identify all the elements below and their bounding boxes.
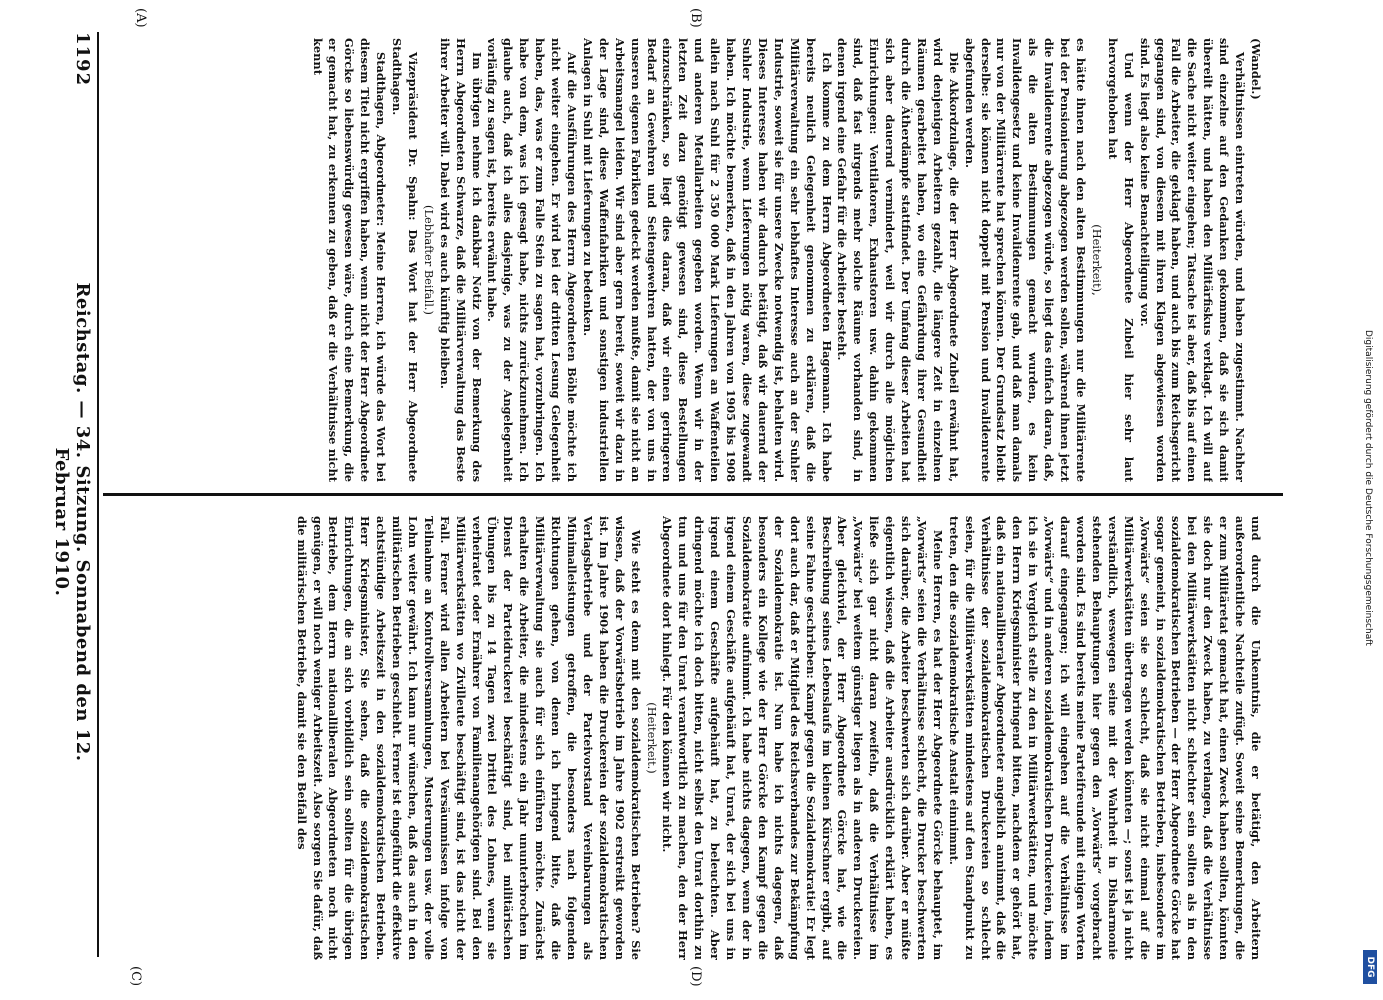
paragraph: Vizepräsident Dr. Spahn: Das Wort hat der Herr Abgeordnete Stadthagen. xyxy=(390,38,420,482)
paragraph: Ich komme zu dem Herrn Abgeordneten Hagemann. Ich habe bereits neulich Gelegenheit genommen zu erklären, daß die Militärverwaltung ein sehr lebhaftes Interesse auch an der Suhler Industrie, soweit sie für unsere Zwecke notwendig ist, behalten wird. Dieses Interesse haben wir dadurch betätigt, daß wir dauernd der Suhler Industrie, wenn Lieferungen nötig waren, diese zugewandt haben. Ich möchte bemerken, daß in den Jahren von 1905 bis 1908 allein nach Suhl für 2 350 000 Mark Lieferungen an Waffenteilen und anderen Metallarbeiten gegeben worden. Wenn wir in der letzten Zeit dazu genötigt gewesen sind, diese Bestellungen einzuschränken, so liegt dies daran, daß wir einen geringeren Bedarf an Gewehren und Seitengewehren hatten, der von uns in unseren eigenen Fabriken gedeckt werden mußte, damit sie nicht an Arbeitsmangel leiden. Wir sind aber gern bereit, soweit wir dazu in der Lage sind, diese Waffenfabriken und sonstigen industriellen Anlagen in Suhl mit Lieferungen zu bedenken. xyxy=(580,38,834,482)
running-title: Reichstag. — 34. Sitzung. Sonnabend den 12. Februar 1910. xyxy=(51,282,93,762)
paragraph: Auf die Ausführungen des Herrn Abgeordneten Böhle möchte ich nicht weiter eingehen. Er wird bei der dritten Lesung Gelegenheit haben, das, was er zum Falle Stein zu sagen hat, vorzubringen. Ich habe von dem, was ich gesagt habe, nichts zurückzunehmen. Ich glaube auch, daß ich alles dasjenige, was zu der Angelegenheit vorläufig zu sagen ist, bereits erwähnt habe. xyxy=(485,38,580,482)
interjection: (Heiterkeit), xyxy=(1089,224,1104,296)
margin-mark-a: (A) xyxy=(133,8,148,28)
paragraph: Im übrigen nehme ich dankbar Notiz von der Bemerkung des Herrn Abgeordneten Schwarze, daß die Militärverwaltung das Beste ihrer Arbeiter will. Dabei wird es auch künftig bleiben. xyxy=(437,38,484,482)
interjection: (Lebhafter Beifall.) xyxy=(421,205,436,315)
paragraph: es hätte ihnen nach den alten Bestimmungen nur die Militärrente bei der Pensionierung abgezogen werden sollen, während ihnen jetzt die Invalidenrente abgezogen würde, so liegt das einfach daran, daß, als die alten Bestimmungen gemacht wurden, es kein Invalidengesetz und keine Invalidenrente gab, und daß man damals nur von der Militärrente hat sprechen können. Der Grundsatz bleibt derselbe: sie können nicht doppelt mit Pension und Invalidenrente abgefunden werden. xyxy=(962,38,1089,482)
paragraph: Verhältnissen eintreten würden, und haben zugestimmt. Nachher sind einzelne auf den Gedanken gekommen, daß sie sich damit übereilt hätten, und haben den Militärfiskus verklagt. Ich will auf die Sache nicht weiter eingehen; Tatsache ist aber, daß bis auf einen Fall die Arbeiter, die geklagt haben, und auch bis zum Reichsgericht gegangen sind, von diesem mit ihren Klagen abgewiesen worden sind. Es liegt also keine Benachteiligung vor. xyxy=(1137,38,1248,482)
margin-mark-b: (B) xyxy=(688,8,703,28)
page-header xyxy=(51,32,93,957)
paragraph: Stadthagen, Abgeordneter: Meine Herren, ich würde das Wort bei diesem Titel nicht ergriffen haben, wenn nicht der Herr Abgeordnete Görcke so liebenswürdig gewesen wäre, durch eine Bemerkung, die er gemacht hat, zu erkennen zu geben, daß er die Verhältnisse nicht kennt xyxy=(310,38,389,482)
paragraph: Die Akkordzulage, die der Herr Abgeordnete Zubeil erwähnt hat, wird denjenigen Arbeitern gezahlt, die längere Zeit in einzelnen Räumen gearbeitet haben, wo eine Gefährdung ihrer Gesundheit durch die Ätherdämpfe stattfindet. Der Umfang dieser Arbeiten hat sich aber dauernd vermindert, weil wir durch alle möglichen Einrichtungen: Ventilatoren, Exhaustoren usw. dahin gekommen sind, daß fast nirgends mehr solche Räume vorhanden sind, in denen irgend eine Gefahr für die Arbeiter besteht. xyxy=(835,38,961,482)
column-divider xyxy=(103,493,1283,496)
left-column xyxy=(105,38,1263,482)
dfg-logo: DFG xyxy=(1363,950,1377,984)
paragraph: Wie steht es denn mit den sozialdemokratischen Betrieben? Sie wissen, daß der Vorwärtsbetrieb im Jahre 1902 erstreikt geworden ist. Im Jahre 1904 haben die Druckereien der sozialdemokratischen Verlagsbetriebe und der Parteivorstand Vereinbarungen als Minimalleistungen getroffen, die besonders nach folgenden Richtungen gehen, von denen ich bringend bitte, daß die Militärverwaltung sie auch für sich einführen möchte. Zunächst erhalten die Arbeiter, die mindestens ein Jahr ununterbrochen im Dienst der Parteidruckerei beschäftigt sind, bei militärischen Übungen bis zu 14 Tagen zwei Drittel des Lohnes, wenn sie verheiratet oder Ernährer von Familienangehörigen sind. Bei den Militärwerkstätten wo Zivilleute beschäftigt sind, ist das nicht der Fall. Ferner wird allen Arbeitern bei Versäumnissen infolge von Teilnahme an Kontrollversammlungen, Musterungen usw. der volle Lohn weiter gewährt. Ich kann nur wünschen, daß das auch in den militärischen Betrieben geschieht. Ferner ist eingeführt die effektive achtstündige Arbeitszeit in den sozialdemokratischen Betrieben. Herr Kriegsminister, Sie sehen, daß die sozialdemokratischen Einrichtungen, die an sich vorbildlich sein sollten für die übrigen Betriebe, dem Herrn nationalliberalen Abgeordneten noch nicht genügen, er will noch weniger Arbeitszeit. Also sorgen Sie dafür, daß die militärischen Betriebe, damit sie den Beifall des xyxy=(294,516,643,960)
page-number: 1192 xyxy=(72,32,93,87)
paragraph: und durch die Unkenntnis, die er betätigt, den Arbeitern außerordentliche Nachteile zufügt. Soweit seine Bemerkungen, die er zum Militäretat gemacht hat, einen Zweck haben sollten, könnten sie doch nur den Zweck haben, zu verlangen, daß die Verhältnisse bei den Militärwerkstätten nicht schlechter sein sollten als in den sozialdemokratischen Betrieben — der Herr Abgeordnete Görcke hat sogar gemeint, in sozialdemokratischen Betrieben, insbesondere im „Vorwärts“ seien sie so schlecht, daß sie nicht einmal auf die Militärwerkstätten übertragen werden könnten —; sonst ist ja nicht verständlich, weswegen seine mit der Wahrheit in Disharmonie stehenden Behauptungen hier gegen den „Vorwärts“ vorgebracht worden sind. Es sind bereits meine Parteifreunde mit einigen Worten darauf eingegangen; ich will eingehen auf die Verhältnisse im „Vorwärts“ und in anderen sozialdemokratischen Druckereien, indem ich sie in Vergleich stelle zu den in Militärwerkstätten, und möchte den Herrn Kriegsminister bringend bitten, nachdem er gehört hat, daß ein nationalliberaler Abgeordneter angeblich annimmt, daß die Verhältnisse der sozialdemokratischen Druckereien so schlecht seien, für die Militärwerkstätten mindestens auf den Standpunkt zu treten, den die sozialdemokratische Anstalt einnimmt. xyxy=(946,516,1263,960)
paragraph: Und wenn der Herr Abgeordnete Zubeil hier sehr laut hervorgehoben hat xyxy=(1105,38,1136,482)
margin-mark-c: (C) xyxy=(128,966,143,987)
header-rule xyxy=(97,32,99,957)
interjection: (Heiterkeit.) xyxy=(644,702,659,774)
paragraph: Meine Herren, es hat der Herr Abgeordnete Görcke behauptet, im „Vorwärts“ seien die Verhältnisse schlecht, die Drucker beschwerten sich darüber, die Arbeiter beschwerten sich darüber. Aber er müßte eigentlich wissen, daß die Arbeiter ausdrücklich erklärt haben, es ließe sich gar nicht daran zweifeln, daß die Verhältnisse im „Vorwärts“ bei weitem günstiger liegen als in anderen Druckereien. Aber gleichviel, der Herr Abgeordnete Görcke hat, wie die Beschreibung seines Lebenslaufs im kleinen Kürschner ergibt, auf seine Fahne geschrieben: Kampf gegen die Sozialdemokratie! Er legt dort auch dar, daß er Mitglied des Reichsverbandes zur Bekämpfung der Sozialdemokratie ist. Nun habe ich nichts dagegen, daß besonders ein Kollege wie der Herr Görcke den Kampf gegen die Sozialdemokratie aufnimmt. Ich habe nichts dagegen, wenn der in irgend einem Geschäfte aufgehäuft hat, Unrat, der sich bei uns in irgend einem Geschäfte aufgehäuft hat, zu beleuchten. Aber dringend möchte ich doch bitten, nicht selbst den Unrat dorthin zu tun und uns für den Unrat verantwortlich zu machen, den der Herr Abgeordnete dort hinlegt. Für den können wir nicht. xyxy=(660,516,945,960)
digitization-note: Digitalisierung gefördert durch die Deutsche Forschungsgemeinschaft xyxy=(1363,330,1373,646)
margin-mark-d: (D) xyxy=(688,966,703,987)
right-column xyxy=(105,516,1263,960)
speaker-note: (Wandel.) xyxy=(1249,38,1263,100)
